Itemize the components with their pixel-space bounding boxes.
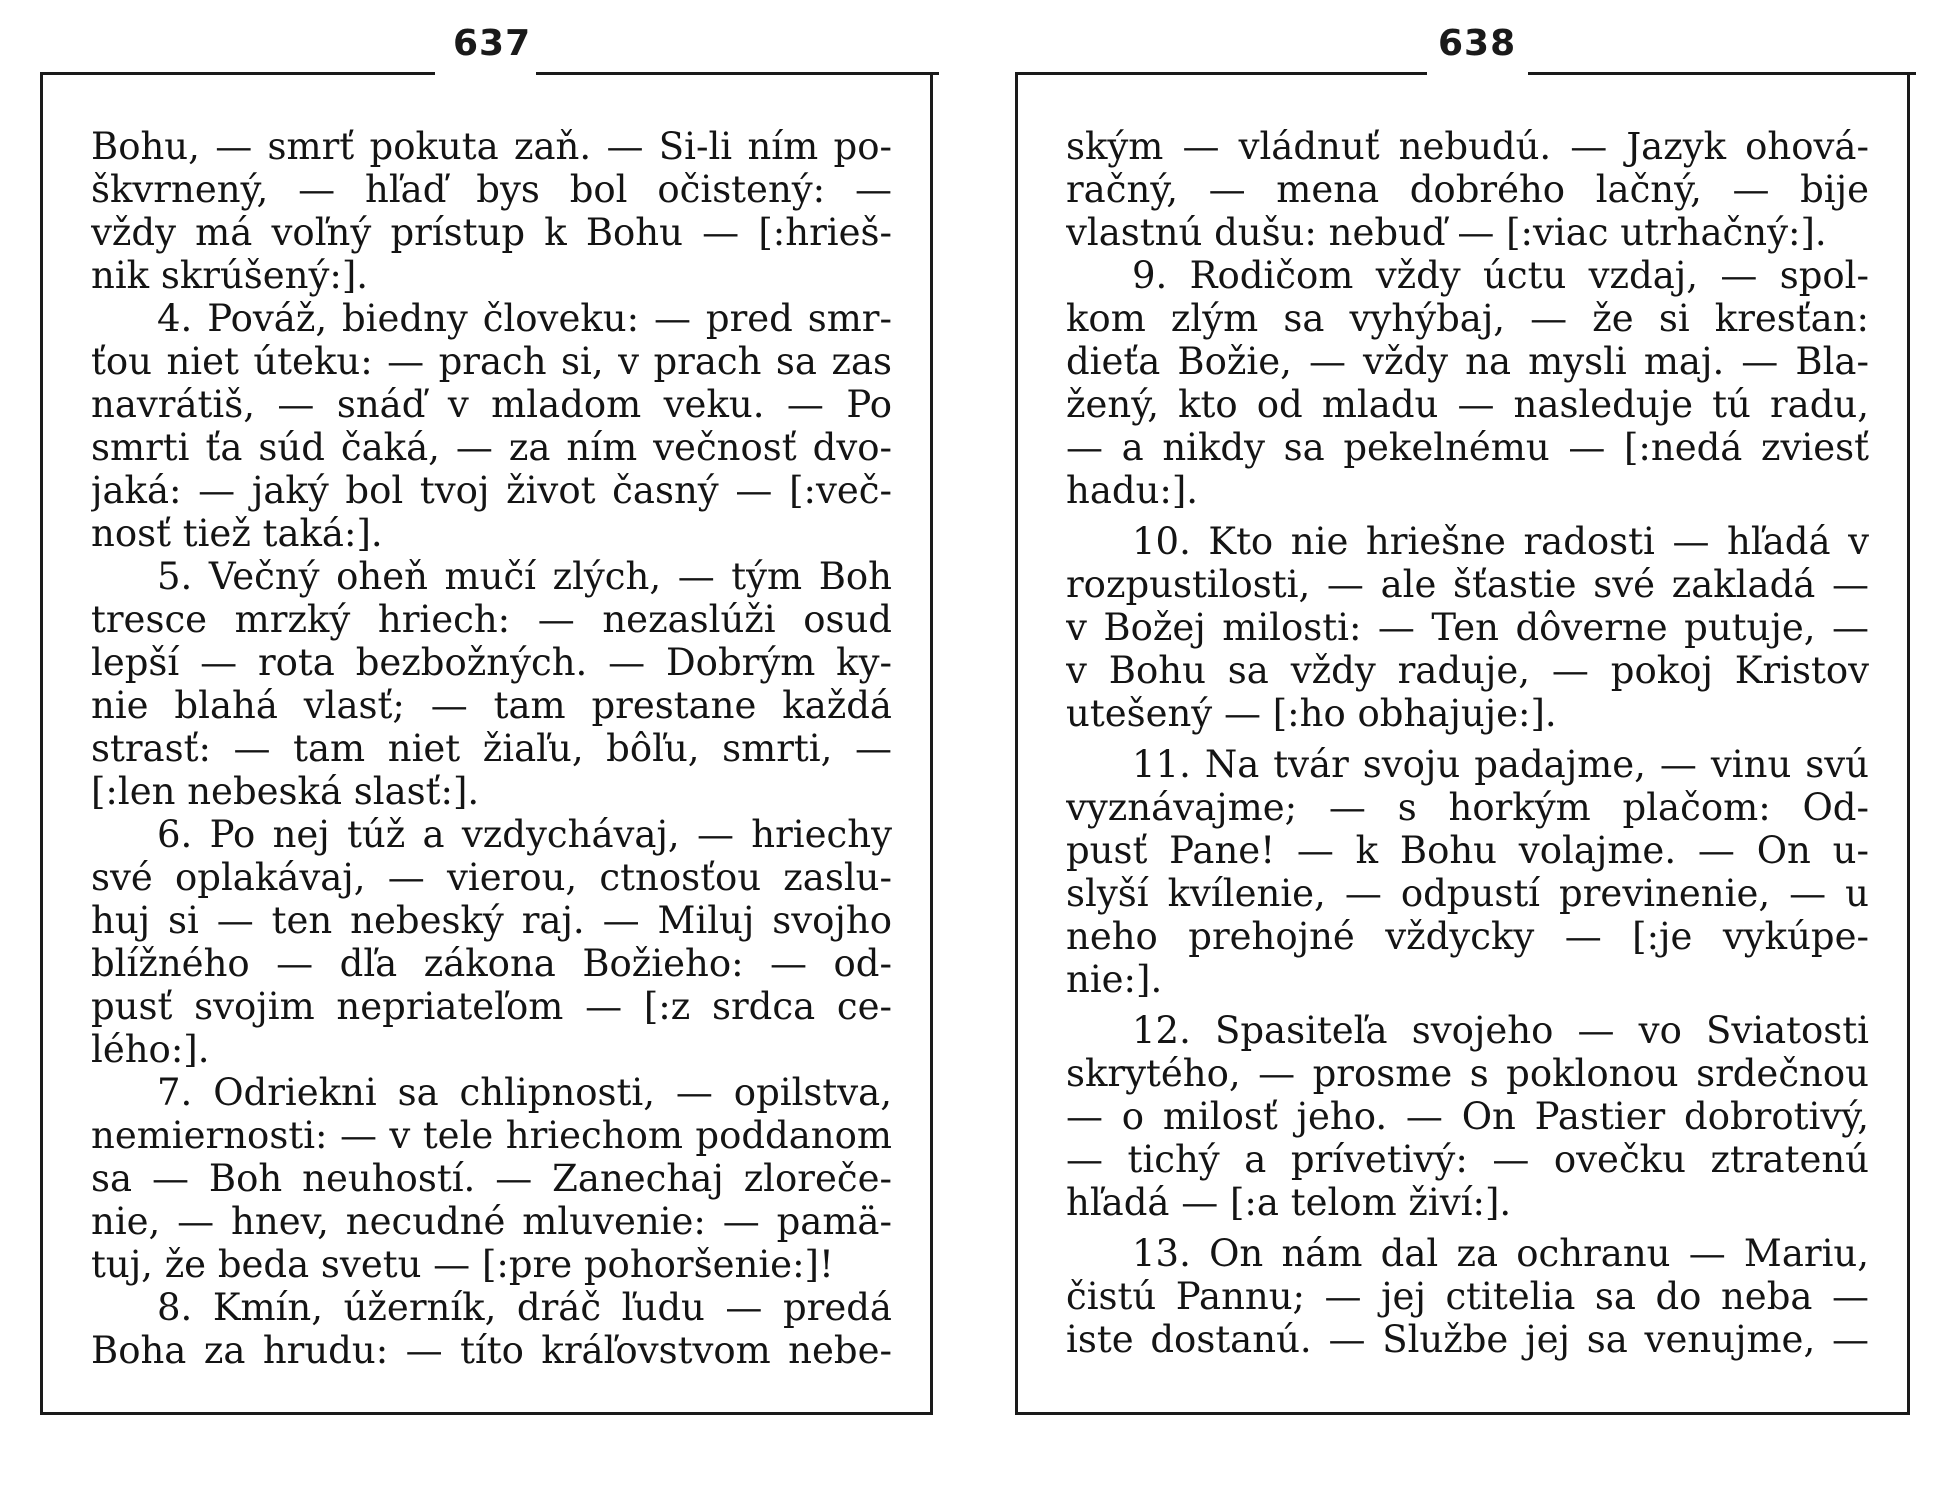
text-line: své oplakávaj, — vierou, ctnosťou zaslu- [91,856,892,899]
text-line: hadu:]. [1066,469,1199,512]
text-line: nemiernosti: — v tele hriechom poddanom [91,1114,892,1157]
text-line: navrátiš, — snáď v mladom veku. — Po [91,383,892,426]
header-rule-right [536,72,939,75]
page-number: 638 [1438,23,1517,64]
text-line: pusť svojim nepriateľom — [:z srdca ce- [91,985,892,1028]
text-line: smrti ťa súd čaká, — za ním večnosť dvo- [91,426,892,469]
text-line: nosť tiež taká:]. [91,512,383,555]
text-line: strasť: — tam niet žiaľu, bôľu, smrti, — [91,727,892,770]
text-line: nie blahá vlasť; — tam prestane každá [91,684,892,727]
verse-start-line: 6. Po nej túž a vzdychávaj, — hriechy [157,813,892,856]
text-line: ťou niet úteku: — prach si, v prach sa zas [91,340,892,383]
text-line: jaká: — jaký bol tvoj život časný — [:več- [91,469,892,512]
text-line: ským — vládnuť nebudú. — Jazyk ohová- [1066,125,1869,168]
text-line: — o milosť jeho. — On Pastier dobrotivý, [1066,1095,1869,1138]
text-line: — a nikdy sa pekelnému — [:nedá zviesť [1066,426,1869,469]
text-line: v Bohu sa vždy raduje, — pokoj Kristov [1066,649,1869,692]
text-line: tuj, že beda svetu — [:pre pohoršenie:]! [91,1243,834,1286]
text-line: vlastnú dušu: nebuď — [:viac utrhačný:]. [1066,211,1827,254]
verse-start-line: 8. Kmín, úžerník, dráč ľudu — predá [157,1286,892,1329]
text-line: sa — Boh neuhostí. — Zanechaj zloreče- [91,1157,892,1200]
verse-start-line: 7. Odriekni sa chlipnosti, — opilstva, [157,1071,892,1114]
page-number: 637 [453,23,532,64]
header-rule-left [1015,72,1427,75]
text-line: slyší kvílenie, — odpustí previnenie, — u [1066,872,1869,915]
text-line: nie:]. [1066,958,1163,1001]
text-line: neho prehojné vždycky — [:je vykúpe- [1066,915,1869,958]
text-line: dieťa Božie, — vždy na mysli maj. — Bla- [1066,340,1869,383]
right-page-text [1066,125,1869,1361]
text-line: — tichý a prívetivý: — ovečku ztratenú [1066,1138,1869,1181]
right-page [1015,23,1910,1415]
header-rule-right [1528,72,1916,75]
text-line: hľadá — [:a telom živí:]. [1066,1181,1512,1224]
verse-start-line: 11. Na tvár svoju padajme, — vinu svú [1132,743,1869,786]
text-line: tresce mrzký hriech: — nezaslúži osud [91,598,892,641]
text-line: vyznávajme; — s horkým plačom: Od- [1066,786,1869,829]
verse-start-line: 10. Kto nie hriešne radosti — hľadá v [1132,520,1869,563]
text-line: huj si — ten nebeský raj. — Miluj svojho [91,899,892,942]
text-line: [:len nebeská slasť:]. [91,770,480,813]
text-line: blížného — dľa zákona Božieho: — od- [91,942,892,985]
verse-start-line: 9. Rodičom vždy úctu vzdaj, — spol- [1132,254,1869,297]
text-line: žený, kto od mladu — nasleduje tú radu, [1066,383,1869,426]
header-rule-left [40,72,435,75]
text-line: lého:]. [91,1028,210,1071]
text-line: lepší — rota bezbožných. — Dobrým ky- [91,641,892,684]
text-line: rozpustilosti, — ale šťastie své zakladá — [1066,563,1869,606]
text-line: nik skrúšený:]. [91,254,369,297]
verse-start-line: 4. Pováž, biedny človeku: — pred smr- [157,297,892,340]
text-line: kom zlým sa vyhýbaj, — že si kresťan: [1066,297,1869,340]
verse-start-line: 5. Večný oheň mučí zlých, — tým Boh [157,555,892,598]
text-line: vždy má voľný prístup k Bohu — [:hrieš- [91,211,892,254]
text-line: Bohu, — smrť pokuta zaň. — Si-li ním po- [91,125,892,168]
text-line: nie, — hnev, necudné mluvenie: — pamä- [91,1200,892,1243]
left-page-text [91,125,892,1372]
verse-start-line: 12. Spasiteľa svojeho — vo Sviatosti [1132,1009,1869,1052]
text-line: račný, — mena dobrého lačný, — bije [1066,168,1869,211]
text-line: skrytého, — prosme s poklonou srdečnou [1066,1052,1869,1095]
text-line: pusť Pane! — k Bohu volajme. — On u- [1066,829,1869,872]
text-line: iste dostanú. — Službe jej sa venujme, — [1066,1318,1869,1361]
text-line: Boha za hrudu: — títo kráľovstvom nebe- [91,1329,892,1372]
text-line: škvrnený, — hľaď bys bol očistený: — [91,168,892,211]
text-line: utešený — [:ho obhajuje:]. [1066,692,1557,735]
verse-start-line: 13. On nám dal za ochranu — Mariu, [1132,1232,1869,1275]
text-line: v Božej milosti: — Ten dôverne putuje, — [1066,606,1869,649]
left-page [40,23,933,1415]
text-line: čistú Pannu; — jej ctitelia sa do neba — [1066,1275,1869,1318]
